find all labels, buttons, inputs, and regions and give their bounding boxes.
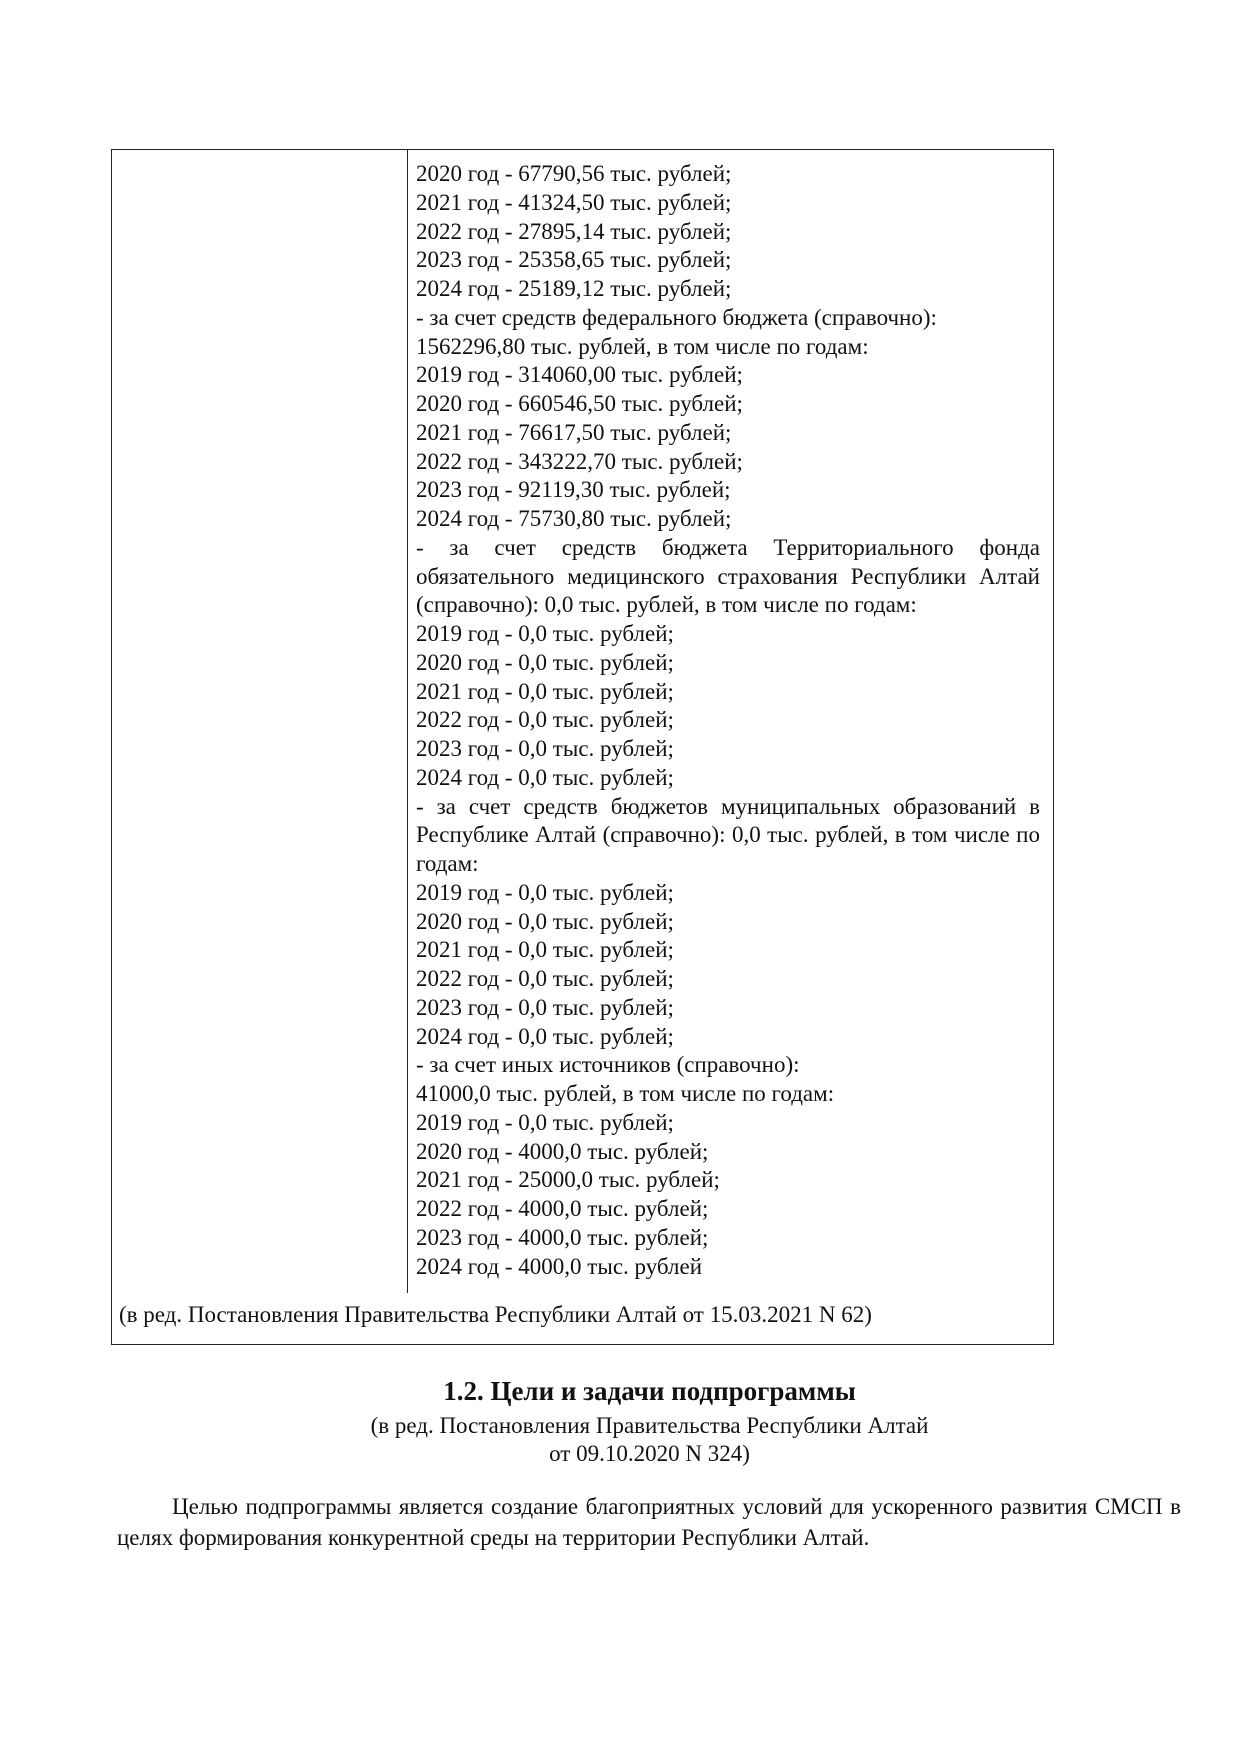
table-amendment-note: (в ред. Постановления Правительства Республики Алтай от 15.03.2021 N 62) — [119, 1302, 872, 1327]
funding-line: 2023 год - 25358,65 тыс. рублей; — [416, 247, 732, 273]
funding-line: 2023 год - 0,0 тыс. рублей; — [416, 994, 674, 1020]
funding-line: 1562296,80 тыс. рублей, в том числе по годам: — [416, 333, 869, 359]
funding-line: 2024 год - 0,0 тыс. рублей; — [416, 1023, 674, 1049]
funding-line: 2024 год - 75730,80 тыс. рублей; — [416, 506, 732, 531]
funding-line: 2023 год - 4000,0 тыс. рублей; — [416, 1224, 709, 1250]
funding-line: 2022 год - 343222,70 тыс. рублей; — [416, 448, 743, 474]
funding-line: - за счет иных источников (справочно): — [416, 1052, 800, 1078]
funding-line: 2019 год - 0,0 тыс. рублей; — [416, 1109, 674, 1135]
amendment-note-line-1: (в ред. Постановления Правительства Республики Алтай — [370, 1413, 929, 1438]
funding-line: 2020 год - 0,0 тыс. рублей; — [416, 649, 674, 675]
funding-line: 2020 год - 4000,0 тыс. рублей; — [416, 1138, 709, 1164]
funding-table — [111, 149, 1054, 1345]
funding-paragraph: - за счет средств бюджетов муниципальных образований в Республике Алтай (справочно): 0,0 тыс. рублей, в том числе по годам: — [416, 793, 1040, 876]
funding-line: 2022 год - 0,0 тыс. рублей; — [416, 966, 674, 991]
funding-line: 2021 год - 76617,50 тыс. рублей; — [416, 419, 732, 445]
funding-line: 2019 год - 0,0 тыс. рублей; — [416, 621, 674, 646]
funding-line: 2021 год - 0,0 тыс. рублей; — [416, 678, 674, 704]
funding-line: 2022 год - 0,0 тыс. рублей; — [416, 707, 674, 733]
funding-details-cell — [416, 160, 1040, 1281]
funding-line: 2020 год - 660546,50 тыс. рублей; — [416, 391, 743, 416]
amendment-note-line-2: от 09.10.2020 N 324) — [549, 1441, 750, 1466]
funding-line: 2024 год - 0,0 тыс. рублей; — [416, 764, 674, 790]
funding-line: 2021 год - 0,0 тыс. рублей; — [416, 937, 674, 963]
funding-line: 2023 год - 0,0 тыс. рублей; — [416, 736, 674, 761]
funding-line: 2020 год - 67790,56 тыс. рублей; — [416, 161, 732, 186]
funding-line: 2022 год - 4000,0 тыс. рублей; — [416, 1196, 709, 1221]
funding-line: 2019 год - 0,0 тыс. рублей; — [416, 879, 674, 905]
section-heading: 1.2. Цели и задачи подпрограммы — [443, 1376, 856, 1406]
column-divider — [407, 150, 408, 1293]
funding-paragraph: - за счет средств бюджета Территориального фонда обязательного медицинского страхования Республики Алтай (справочно): 0,0 тыс. рублей, в том числе по годам: — [416, 534, 1040, 618]
funding-line: 2020 год - 0,0 тыс. рублей; — [416, 908, 674, 934]
funding-line: 2024 год - 4000,0 тыс. рублей — [416, 1253, 703, 1279]
funding-line: 2019 год - 314060,00 тыс. рублей; — [416, 362, 743, 388]
funding-line: 2022 год - 27895,14 тыс. рублей; — [416, 218, 732, 244]
funding-line: 41000,0 тыс. рублей, в том числе по годам: — [416, 1081, 835, 1106]
funding-line: 2021 год - 41324,50 тыс. рублей; — [416, 189, 732, 215]
funding-line: 2021 год - 25000,0 тыс. рублей; — [416, 1167, 720, 1193]
funding-line: - за счет средств федерального бюджета (справочно): — [416, 304, 937, 330]
goal-paragraph: Целью подпрограммы является создание благоприятных условий для ускоренного развития СМСП в целях формирования конкурентной среды на территории Республики Алтай. — [117, 1494, 1181, 1550]
funding-line: 2023 год - 92119,30 тыс. рублей; — [416, 477, 731, 503]
funding-line: 2024 год - 25189,12 тыс. рублей; — [416, 276, 732, 301]
